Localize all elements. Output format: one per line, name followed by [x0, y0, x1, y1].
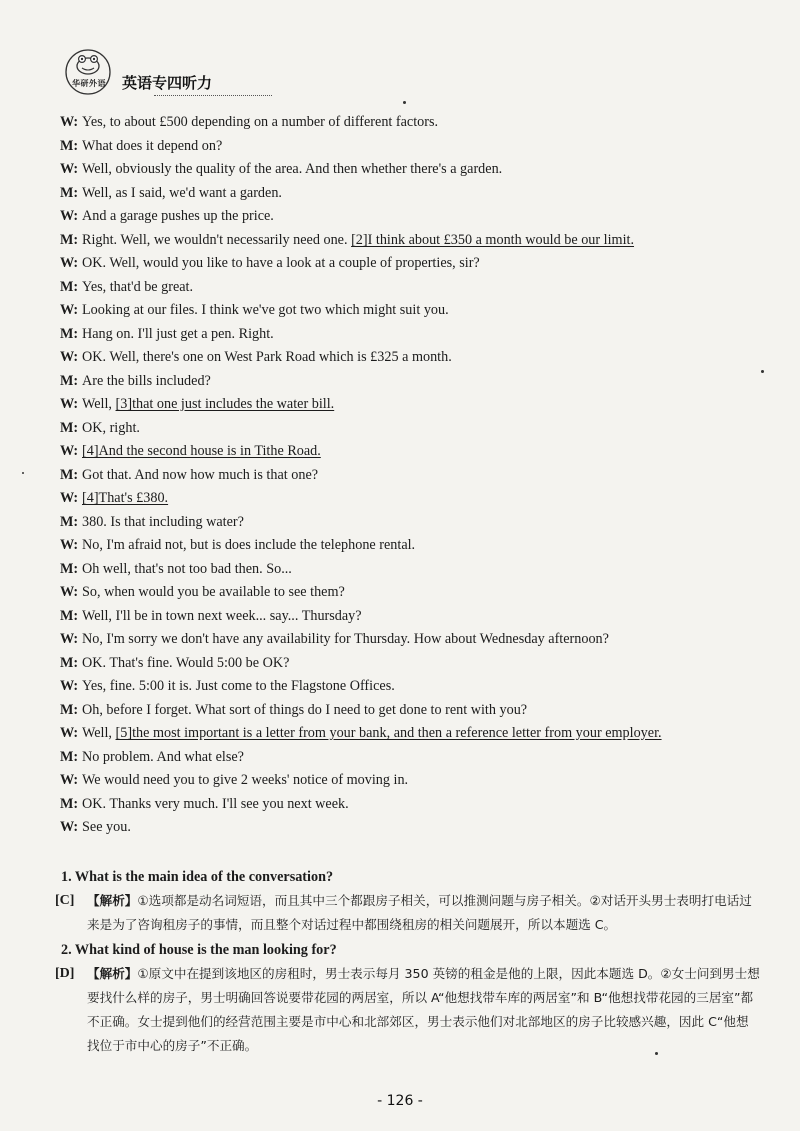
line-content: [82, 772, 408, 788]
speaker-label: W:: [60, 396, 79, 412]
dialogue-line: [60, 135, 760, 159]
speaker-label: W:: [60, 772, 79, 788]
dialogue-line: [60, 276, 760, 300]
analysis-tag: 【解析】: [87, 893, 138, 908]
line-content: [82, 185, 282, 201]
answer-cue-underline: [5]the most important is a letter from your bank, and then a reference letter from your employer.: [115, 725, 662, 741]
dialogue-line: [60, 205, 760, 229]
dialogue-line: [60, 628, 760, 652]
scan-speck: [403, 101, 406, 104]
scan-speck: [22, 472, 24, 474]
speaker-label: W:: [60, 302, 79, 318]
line-text: OK. That's fine. Would 5:00 be OK?: [82, 654, 290, 671]
line-content: [82, 819, 131, 835]
line-content: [82, 232, 634, 248]
line-content: [82, 373, 211, 389]
line-content: [82, 702, 527, 718]
line-content: [82, 349, 452, 365]
speaker-label: W:: [60, 631, 79, 647]
dialogue-line: [60, 323, 760, 347]
speaker-label: M:: [60, 137, 79, 154]
speaker-label: M:: [60, 184, 79, 201]
analysis-text: ①选项都是动名词短语，而且其中三个都跟房子相关，可以推测问题与房子相关。②对话开头男士表明打电话过来是为了咨询租房子的事情，而且整个对话过程中都围绕租房的相关问题展开，所以本题选 C。: [87, 893, 752, 932]
dialogue-line: [60, 182, 760, 206]
line-content: [82, 208, 274, 224]
line-content: [82, 138, 222, 154]
speaker-label: M:: [60, 325, 79, 342]
speaker-label: M:: [60, 701, 79, 718]
line-content: [82, 655, 289, 671]
line-content: [82, 561, 292, 577]
speaker-label: W:: [60, 490, 79, 506]
answer-cue-underline: [4]And the second house is in Tithe Road.: [82, 443, 321, 459]
question-title: 2. What kind of house is the man looking for?: [61, 942, 337, 958]
line-text: OK. Well, would you like to have a look at a couple of properties, sir?: [82, 255, 480, 271]
answer-cue-underline: [3]that one just includes the water bill.: [115, 396, 335, 412]
dialogue-line: [60, 464, 760, 488]
dialogue-line: [60, 370, 760, 394]
line-content: [82, 749, 244, 765]
line-content: [82, 490, 168, 506]
speaker-label: W:: [60, 114, 79, 130]
line-content: [82, 255, 480, 271]
line-content: [82, 279, 193, 295]
line-text: Got that. And now how much is that one?: [82, 466, 319, 483]
dialogue-line: [60, 699, 760, 723]
line-text: Yes, that'd be great.: [82, 278, 194, 295]
dialogue-line: [60, 229, 760, 253]
line-text: So, when would you be available to see them?: [82, 584, 345, 600]
line-content: [82, 514, 244, 530]
speaker-label: W:: [60, 349, 79, 365]
line-content: [82, 678, 395, 694]
line-text: No problem. And what else?: [82, 748, 244, 765]
line-content: [82, 420, 140, 436]
dialogue-line: [60, 346, 760, 370]
dialogue-line: [60, 511, 760, 535]
line-text: OK. Well, there's one on West Park Road which is £325 a month.: [82, 349, 452, 365]
dialogue-line: [60, 722, 760, 746]
dialogue-line: [60, 393, 760, 417]
speaker-label: M:: [60, 466, 79, 483]
speaker-label: W:: [60, 443, 79, 459]
book-title: 英语专四听力: [122, 74, 213, 92]
question-title: 1. What is the main idea of the conversation?: [61, 869, 334, 885]
answer-cue-underline: [2]I think about £350 a month would be our limit.: [351, 231, 635, 248]
line-content: [82, 326, 274, 342]
line-content: [82, 114, 438, 130]
dialogue-transcript: [60, 111, 760, 840]
line-text: OK. Thanks very much. I'll see you next week.: [82, 795, 349, 812]
logo-text: 华研外语: [72, 79, 106, 88]
line-text: Hang on. I'll just get a pen. Right.: [82, 325, 274, 342]
line-text: OK, right.: [82, 419, 140, 436]
speaker-label: M:: [60, 419, 79, 436]
analysis-tag: 【解析】: [87, 966, 138, 981]
speaker-label: M:: [60, 231, 79, 248]
line-text: And a garage pushes up the price.: [82, 208, 274, 224]
publisher-logo: [62, 48, 114, 96]
line-text: No, I'm sorry we don't have any availability for Thursday. How about Wednesday afternoon?: [82, 631, 609, 647]
analysis-text: ①原文中在提到该地区的房租时，男士表示每月 350 英镑的租金是他的上限，因此本题选 D。②女士问到男士想要找什么样的房子，男士明确回答说要带花园的两居室，所以 A“他想找带车库的两居室”和 B“他想找带花园的三居室”都不正确。女士提到他们的经营范围主要是市中心和北部郊区，男士表示他们对北部地区的房子比较感兴趣，因此 C“他想找位于市中心的房子”不正确。: [87, 966, 760, 1053]
speaker-label: M:: [60, 795, 79, 812]
line-text: No, I'm afraid not, but is does include the telephone rental.: [82, 537, 416, 553]
answer-key: [C]: [55, 893, 75, 908]
line-text: Yes, to about £500 depending on a number of different factors.: [82, 114, 439, 130]
line-content: [82, 302, 449, 318]
line-text: See you.: [82, 819, 131, 835]
line-content: [82, 608, 362, 624]
speaker-label: W:: [60, 584, 79, 600]
line-text: Well,: [82, 396, 116, 412]
header-rule: [154, 95, 272, 96]
scan-speck: [761, 370, 764, 373]
speaker-label: W:: [60, 537, 79, 553]
line-text: Well, as I said, we'd want a garden.: [82, 184, 282, 201]
speaker-label: W:: [60, 678, 79, 694]
speaker-label: M:: [60, 748, 79, 765]
dialogue-line: [60, 816, 760, 840]
line-text: Right. Well, we wouldn't necessarily need one.: [82, 231, 352, 248]
line-text: Well, I'll be in town next week... say... Thursday?: [82, 607, 362, 624]
page-header: [62, 48, 422, 98]
dialogue-line: [60, 252, 760, 276]
answer-cue-underline: [4]That's £380.: [82, 490, 169, 506]
answer-explanation: [55, 889, 760, 937]
speaker-label: W:: [60, 161, 79, 177]
speaker-label: M:: [60, 607, 79, 624]
line-text: Looking at our files. I think we've got two which might suit you.: [82, 302, 449, 318]
dialogue-line: [60, 605, 760, 629]
dialogue-line: [60, 675, 760, 699]
line-content: [82, 396, 334, 412]
speaker-label: W:: [60, 819, 79, 835]
line-text: Are the bills included?: [82, 372, 211, 389]
line-content: [82, 537, 415, 553]
answer-key: [D]: [55, 966, 75, 981]
line-text: Yes, fine. 5:00 it is. Just come to the Flagstone Offices.: [82, 678, 395, 694]
speaker-label: W:: [60, 255, 79, 271]
speaker-label: M:: [60, 372, 79, 389]
page-number: - 126 -: [377, 1093, 423, 1109]
dialogue-line: [60, 534, 760, 558]
question-block: [55, 866, 760, 937]
line-text: What does it depend on?: [82, 137, 223, 154]
dialogue-line: [60, 581, 760, 605]
dialogue-line: [60, 652, 760, 676]
speaker-label: M:: [60, 513, 79, 530]
speaker-label: M:: [60, 278, 79, 295]
line-text: Well, obviously the quality of the area. And then whether there's a garden.: [82, 161, 503, 177]
dialogue-line: [60, 111, 760, 135]
answer-explanation: [55, 962, 760, 1058]
dialogue-line: [60, 299, 760, 323]
speaker-label: W:: [60, 208, 79, 224]
line-content: [82, 796, 349, 812]
line-content: [82, 161, 502, 177]
line-text: 380. Is that including water?: [82, 513, 244, 530]
question-block: [55, 939, 760, 1058]
speaker-label: M:: [60, 560, 79, 577]
dialogue-line: [60, 793, 760, 817]
line-text: Oh well, that's not too bad then. So...: [82, 560, 292, 577]
line-content: [82, 722, 760, 746]
line-content: [82, 443, 321, 459]
dialogue-line: [60, 746, 760, 770]
dialogue-line: [60, 158, 760, 182]
line-content: [82, 584, 345, 600]
dialogue-line: [60, 487, 760, 511]
dialogue-line: [60, 558, 760, 582]
line-content: [82, 631, 609, 647]
line-content: [82, 467, 318, 483]
line-text: We would need you to give 2 weeks' notice of moving in.: [82, 772, 409, 788]
speaker-label: M:: [60, 654, 79, 671]
dialogue-line: [60, 417, 760, 441]
line-text: Oh, before I forget. What sort of things do I need to get done to rent with you?: [82, 701, 528, 718]
question-analysis: [55, 866, 760, 1060]
speaker-label: W:: [60, 725, 79, 741]
dialogue-line: [60, 440, 760, 464]
line-text: Well,: [82, 725, 116, 741]
dialogue-line: [60, 769, 760, 793]
